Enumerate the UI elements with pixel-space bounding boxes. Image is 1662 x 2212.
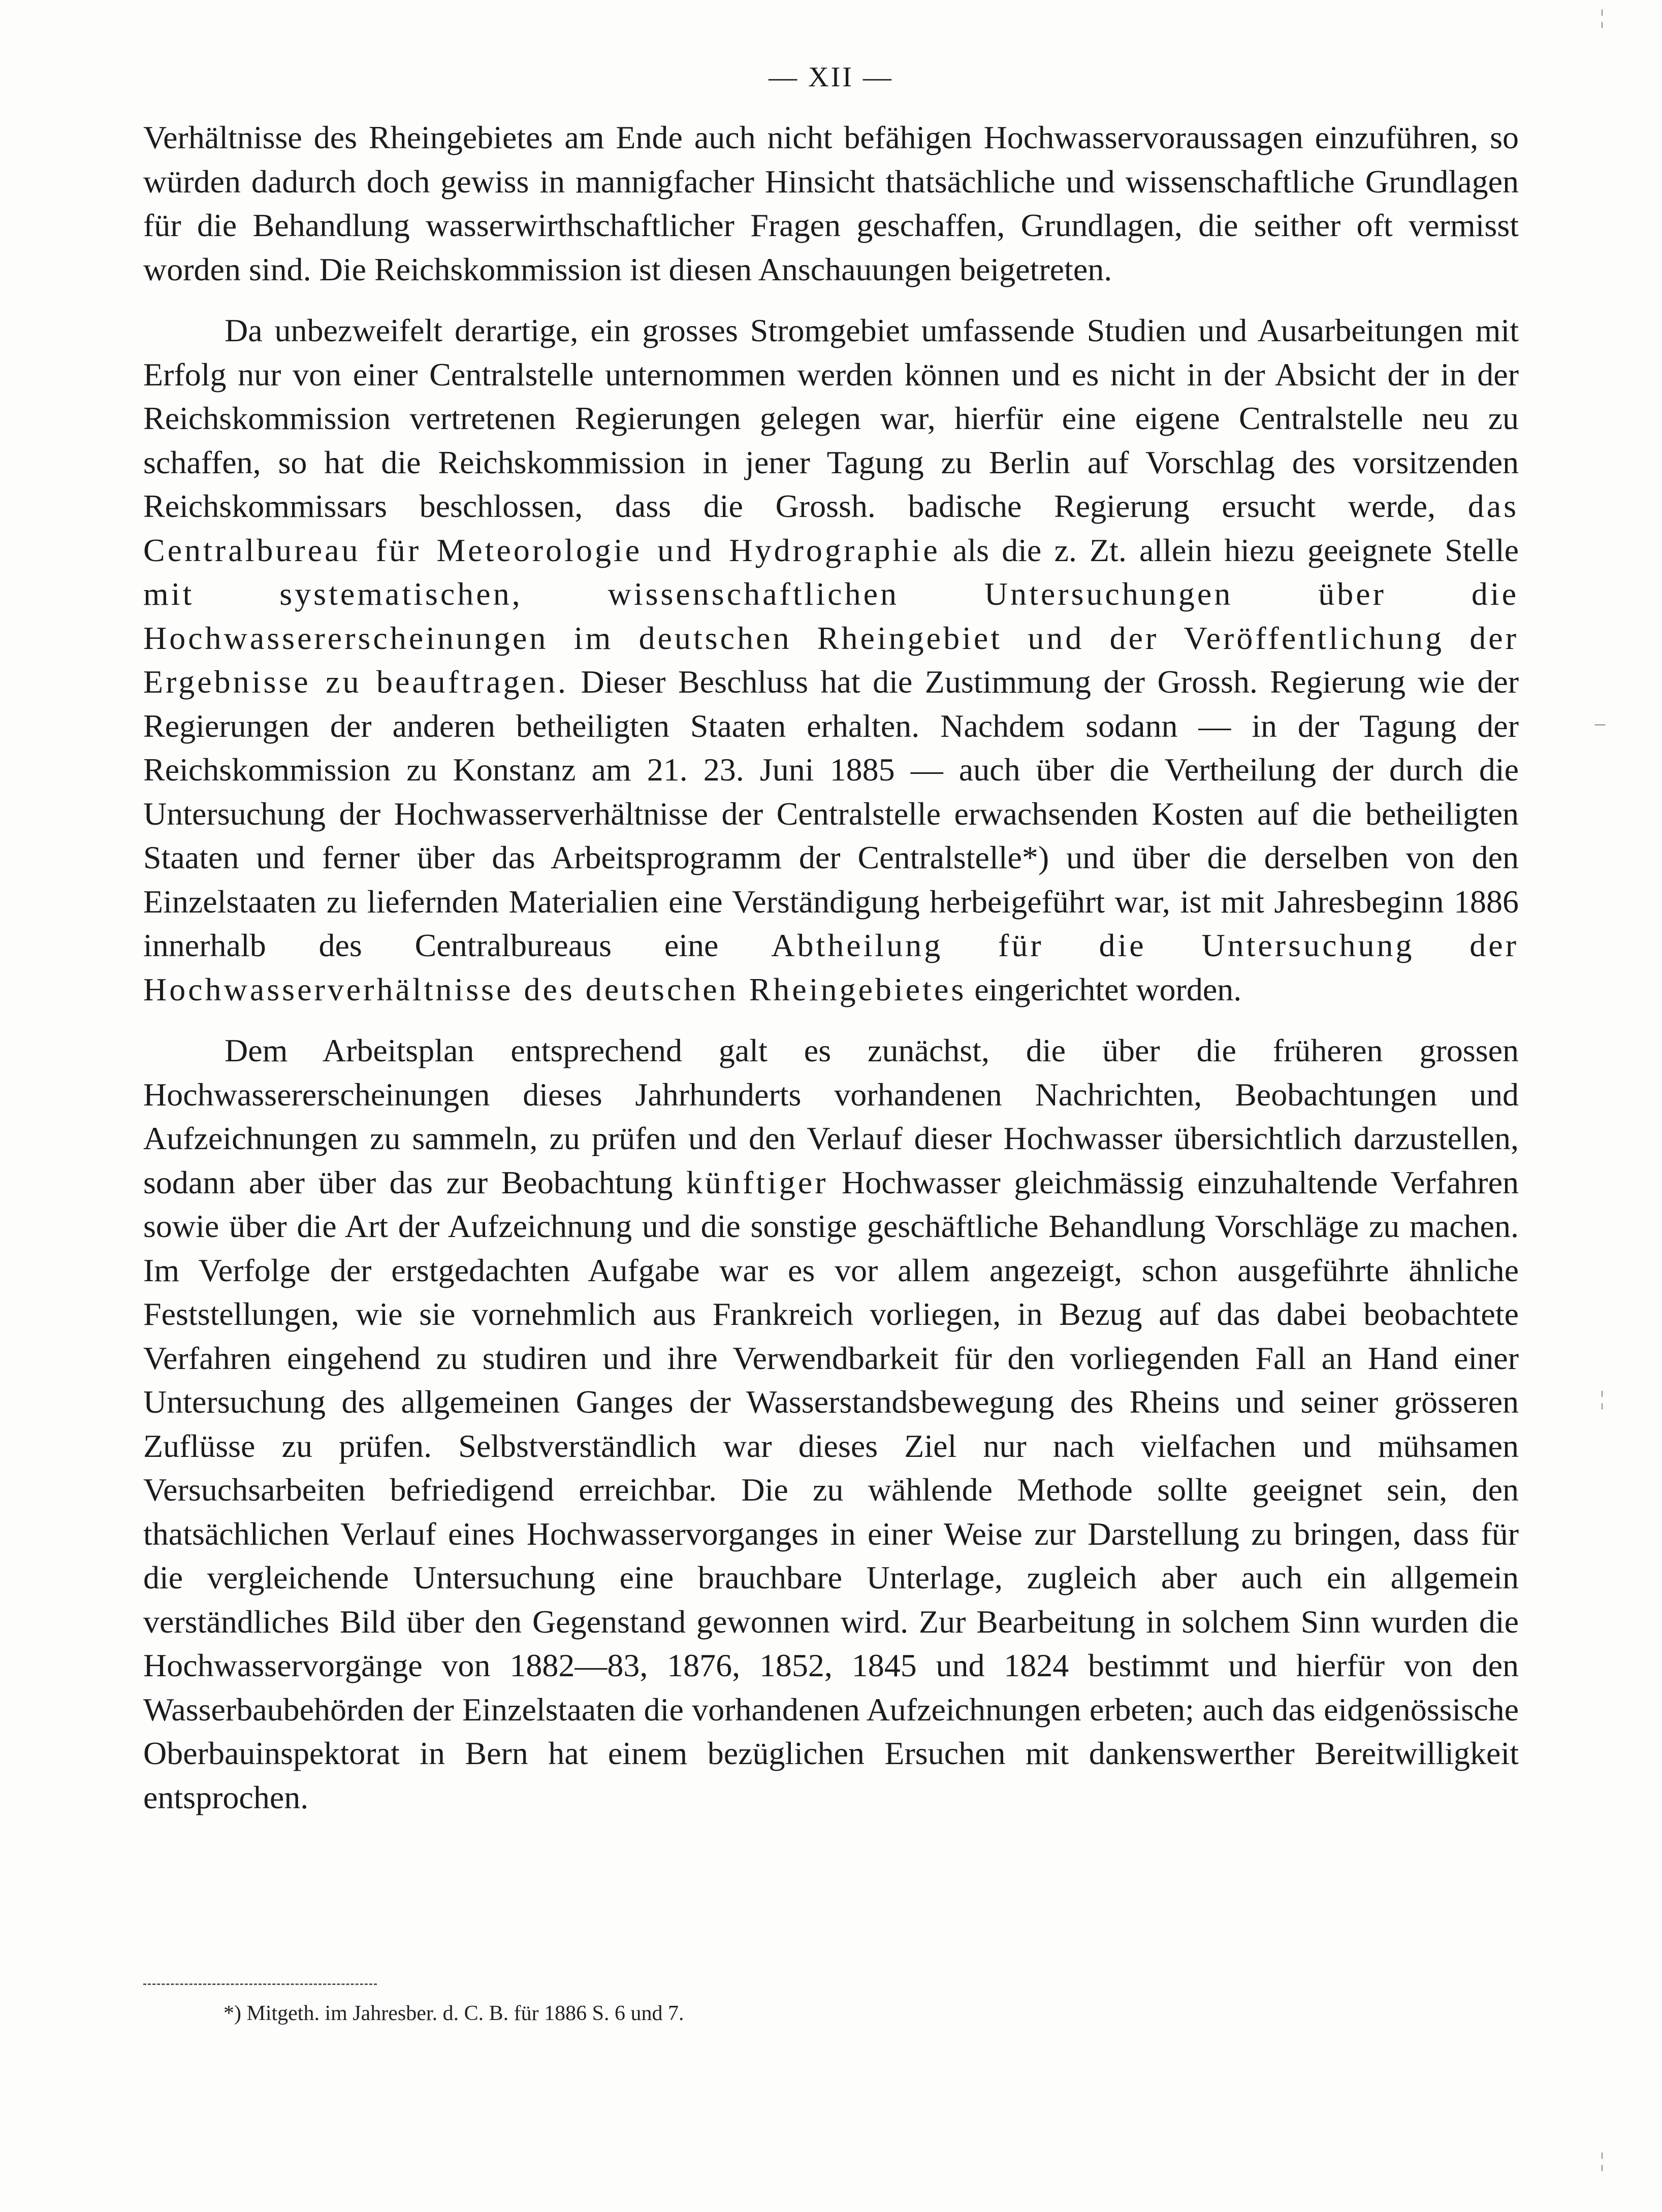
text-segment: Verhältnisse des Rheingebietes am Ende auch nicht befähigen Hochwasservoraussagen einzuführen, so würden dadurch doch gewiss in mannigfacher Hinsicht thatsächliche und wissenschaftliche Grundlagen für die Behandlung wasserwirthschaftlicher Fragen geschaffen, Grundlagen, die seither oft vermisst worden sind. Die Reichskommission ist diesen Anschauungen beigetreten.	[143, 119, 1519, 287]
margin-mark: ¦	[1600, 2149, 1605, 2171]
paragraph-2	[143, 309, 1519, 1012]
text-segment: Hochwasser gleichmässig einzuhaltende Verfahren sowie über die Art der Aufzeichnung und die sonstige geschäftliche Behandlung Vorschläge zu machen. Im Verfolge der erstgedachten Aufgabe war es vor allem angezeigt, schon ausgeführte ähnliche Feststellungen, wie sie vornehmlich aus Frankreich vorliegen, in Bezug auf das dabei beobachtete Verfahren eingehend zu studiren und ihre Verwendbarkeit für den vorliegenden Fall an Hand einer Untersuchung des allgemeinen Ganges der Wasserstandsbewegung des Rheins und seiner grösseren Zuflüsse zu prüfen. Selbstverständlich war dieses Ziel nur nach vielfachen und mühsamen Versuchsarbeiten befriedigend erreichbar. Die zu wählende Methode sollte geeignet sein, den thatsächlichen Verlauf eines Hochwasservorganges in einer Weise zur Darstellung zu bringen, dass für die vergleichende Untersuchung eine brauchbare Unterlage, zugleich aber auch ein allgemein verständliches Bild über den Gegenstand gewonnen wird. Zur Bearbeitung in solchem Sinn wurden die Hochwasservorgänge von 1882—83, 1876, 1852, 1845 und 1824 bestimmt und hierfür von den Wasserbaubehörden der Einzelstaaten die vorhandenen Aufzeichnungen erbeten; auch das eidgenössische Oberbauinspektorat in Bern hat einem bezüglichen Ersuchen mit dankenswerther Bereitwilligkeit entsprochen.	[143, 1164, 1519, 1815]
paragraph-3	[143, 1029, 1519, 1819]
emphasized-text: künftiger	[686, 1164, 828, 1200]
text-segment: Dieser Beschluss hat die Zustimmung der Grossh. Regierung wie der Regierungen der anderen betheiligten Staaten erhalten. Nachdem sodann — in der Tagung der Reichskommission zu Konstanz am 21. 23. Juni 1885 — auch über die Vertheilung der durch die Untersuchung der Hochwasserverhältnisse der Centralstelle erwachsenden Kosten auf die betheiligten Staaten und ferner über das Arbeitsprogramm der Centralstelle*) und über die derselben von den Einzelstaaten zu liefernden Materialien eine Verständigung herbeigeführt war, ist mit Jahresbeginn 1886 innerhalb des Centralbureaus eine	[143, 664, 1519, 963]
margin-mark: ¦	[1600, 1387, 1605, 1410]
text-segment: Dem Arbeitsplan entsprechend galt es zunächst, die über die früheren grossen Hochwassererscheinungen dieses Jahrhunderts vorhandenen Nachrichten, Beobachtungen und Aufzeichnungen zu sammeln, zu prüfen und den Verlauf dieser Hochwasser übersichtlich darzustellen, sodann aber über das zur Beobachtung	[143, 1032, 1519, 1200]
footnote: *) Mitgeth. im Jahresber. d. C. B. für 1886 S. 6 und 7.	[223, 2002, 684, 2025]
emphasized-text: Abtheilung für die Untersuchung der Hochwasserverhältnisse des deutschen Rheingebietes	[143, 927, 1519, 1007]
footnote-divider	[143, 1983, 377, 1985]
emphasized-text: das Centralbureau für Meteorologie und Hydrographie	[143, 488, 1519, 568]
text-segment: als die z. Zt. allein hiezu geeignete Stelle	[940, 532, 1519, 568]
main-text	[143, 116, 1519, 1837]
text-segment: Da unbezweifelt derartige, ein grosses Stromgebiet umfassende Studien und Ausarbeitungen mit Erfolg nur von einer Centralstelle unternommen werden können und es nicht in der Absicht der in der Reichskommission vertretenen Regierungen gelegen war, hierfür eine eigene Centralstelle neu zu schaffen, so hat die Reichskommission in jener Tagung zu Berlin auf Vorschlag des vorsitzenden Reichskommissars beschlossen, dass die Grossh. badische Regierung ersucht werde,	[143, 312, 1519, 524]
text-segment: eingerichtet worden.	[966, 971, 1242, 1007]
emphasized-text: mit systematischen, wissenschaftlichen Untersuchungen über die Hochwassererscheinungen im deutschen Rheingebiet und der Veröffentlichung der Ergebnisse zu beauftragen.	[143, 576, 1519, 700]
margin-mark: ¦	[1600, 6, 1605, 28]
margin-mark: –	[1595, 711, 1605, 734]
page-number: — XII —	[769, 61, 893, 93]
paragraph-1	[143, 116, 1519, 291]
